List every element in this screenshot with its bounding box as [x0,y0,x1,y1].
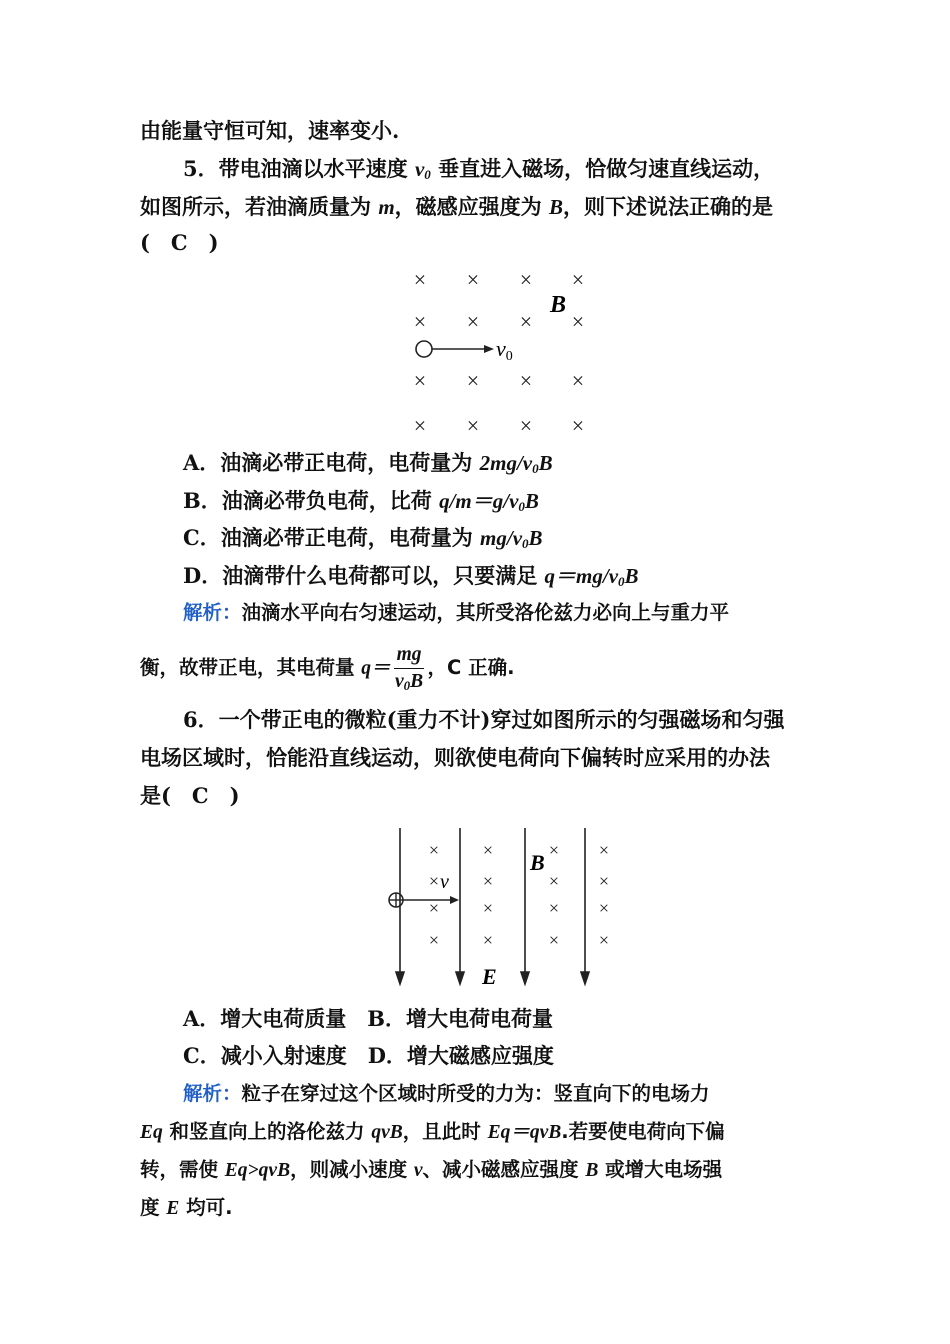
text-span: 、减小磁感应强度 [422,1158,586,1181]
text-span: 衡，故带正电，其电荷量 [140,656,362,679]
math-part: q＝mg/v [544,564,619,588]
field-label-B: B [550,292,567,318]
text-span: 度 [140,1196,167,1219]
math-qvB: qvB [371,1122,403,1143]
field-cross: × [428,898,440,918]
option-a-b [183,1004,553,1034]
field-cross: × [598,930,610,950]
question-6-line-2 [140,743,770,773]
field-cross: × [413,267,427,292]
text-span: 是( C ) [140,783,240,808]
subscript: 0 [532,461,539,476]
question-number: 5． [183,156,219,181]
question-number: 6． [183,707,219,732]
text-span: 油滴水平向右匀速运动，其所受洛伦兹力必向上与重力平 [241,601,730,624]
field-cross: × [466,309,480,334]
velocity-label: v [440,871,449,893]
option-d [183,561,639,591]
text-span: .若要使电荷向下偏 [561,1120,725,1143]
math-inequality: Eq>qvB [224,1160,291,1181]
field-cross: × [519,368,533,393]
analysis-label: 解析： [183,601,242,624]
math-part: 2mg/v [479,451,533,475]
math-v: v [413,1160,423,1181]
analysis-6-line-1 [183,1079,710,1109]
field-label-E: E [482,964,497,989]
field-cross: × [428,871,440,891]
subscript: 0 [618,574,625,589]
math-equation: Eq＝qvB [487,1122,562,1143]
option-c-d [183,1041,554,1071]
field-arrow-head [396,972,404,984]
field-cross: × [571,368,585,393]
text-span: 或增大电场强 [598,1158,723,1181]
question-6-line-1 [183,705,785,735]
math-part: B [624,564,639,588]
math-v0 [415,157,431,181]
math-part: B [538,451,553,475]
text-span: C．油滴必带正电荷，电荷量为 [183,525,481,550]
text-span: 和竖直向上的洛伦兹力 [162,1120,372,1143]
analysis-6-line-2 [140,1117,725,1148]
figure-em-field-2 [380,822,620,994]
analysis-6-line-4 [140,1193,233,1224]
subscript: 0 [518,499,525,514]
text-span: 转，需使 [140,1158,225,1181]
field-cross: × [428,840,440,860]
math-part: B [410,671,424,692]
field-cross: × [428,930,440,950]
answer-bracket: ( C ) [140,230,219,255]
field-cross: × [598,898,610,918]
text-span: C．减小入射速度 D．增大磁感应强度 [183,1043,554,1068]
analysis-label: 解析： [183,1082,242,1105]
text-span: ，C 正确. [427,656,515,679]
field-cross: × [482,930,494,950]
math-m: m [378,195,395,219]
math-Eq: Eq [140,1122,163,1143]
text-span: ，磁感应强度为 [394,194,549,219]
field-cross: × [413,368,427,393]
text-span: 由能量守恒可知，速率变小. [140,118,400,143]
text-span: B．油滴必带负电荷，比荷 [183,488,440,513]
text-span: 如图所示，若油滴质量为 [140,194,379,219]
field-cross: × [548,898,560,918]
math-E: E [166,1198,180,1219]
field-cross: × [548,930,560,950]
oil-drop [416,341,432,357]
text-line [140,116,399,146]
math-q: q＝ [361,658,391,679]
field-cross: × [519,309,533,334]
math-symbol: v [414,157,425,181]
math-part: mg/v [480,526,523,550]
option-a [183,448,553,478]
field-cross: × [571,267,585,292]
velocity-label [496,336,513,364]
text-span: ，则下述说法正确的是 [562,194,773,219]
text-span: 一个带正电的微粒(重力不计)穿过如图所示的匀强磁场和匀强 [218,707,785,732]
field-cross: × [571,413,585,438]
question-5-answer [140,228,219,258]
field-arrow-head [521,972,529,984]
field-cross: × [413,413,427,438]
analysis-6-line-3 [140,1155,722,1186]
subscript: 0 [522,536,529,551]
field-cross: × [598,840,610,860]
velocity-subscript: 0 [505,349,513,364]
subscript: 0 [424,167,431,182]
math-expr [439,489,539,513]
math-part: q/m＝g/v [439,489,519,513]
option-c [183,523,543,553]
arrow-head [484,345,494,353]
field-arrow-head [456,972,464,984]
math-expr [545,564,639,588]
field-cross: × [519,413,533,438]
math-part: B [524,489,539,513]
text-span: 电场区域时，恰能沿直线运动，则欲使电荷向下偏转时应采用的办法 [140,745,770,770]
math-expr [480,451,553,475]
math-B: B [548,195,563,219]
text-span: ，且此时 [402,1120,488,1143]
velocity-symbol: v [496,336,506,361]
text-span: A．油滴必带正电荷，电荷量为 [183,450,480,475]
field-cross: × [466,413,480,438]
field-label-B: B [530,850,545,875]
field-cross: × [413,309,427,334]
question-6-line-3 [140,781,240,811]
field-arrow-head [581,972,589,984]
field-cross: × [598,871,610,891]
subscript: 0 [403,678,411,693]
question-5-line-2 [140,192,773,222]
question-5-line-1 [183,154,774,184]
text-span: 均可. [179,1196,233,1219]
figure-magnetic-field-1 [400,262,600,442]
text-span: 粒子在穿过这个区域时所受的力为：竖直向下的电场力 [241,1082,710,1105]
text-span: D．油滴带什么电荷都可以，只要满足 [183,563,545,588]
field-cross: × [482,840,494,860]
fraction-numerator: mg [394,642,425,669]
text-span: 带电油滴以水平速度 [218,156,415,181]
math-part: v [394,671,404,692]
field-cross: × [466,368,480,393]
text-span: ，则减小速度 [290,1158,414,1181]
field-cross: × [548,840,560,860]
field-cross: × [519,267,533,292]
math-expr [480,526,543,550]
field-cross: × [466,267,480,292]
arrow-head [450,896,459,904]
analysis-5-line-2 [140,641,515,696]
text-span: 垂直进入磁场，恰做匀速直线运动， [430,156,775,181]
field-cross: × [482,871,494,891]
field-cross: × [571,309,585,334]
math-B: B [585,1160,599,1181]
option-b [183,486,539,516]
text-span: A．增大电荷质量 B．增大电荷电荷量 [183,1006,554,1031]
field-cross: × [482,898,494,918]
fraction [394,642,425,695]
fraction-denominator [394,669,425,695]
field-cross: × [548,871,560,891]
math-part: B [528,526,543,550]
analysis-5-line-1 [183,598,729,628]
